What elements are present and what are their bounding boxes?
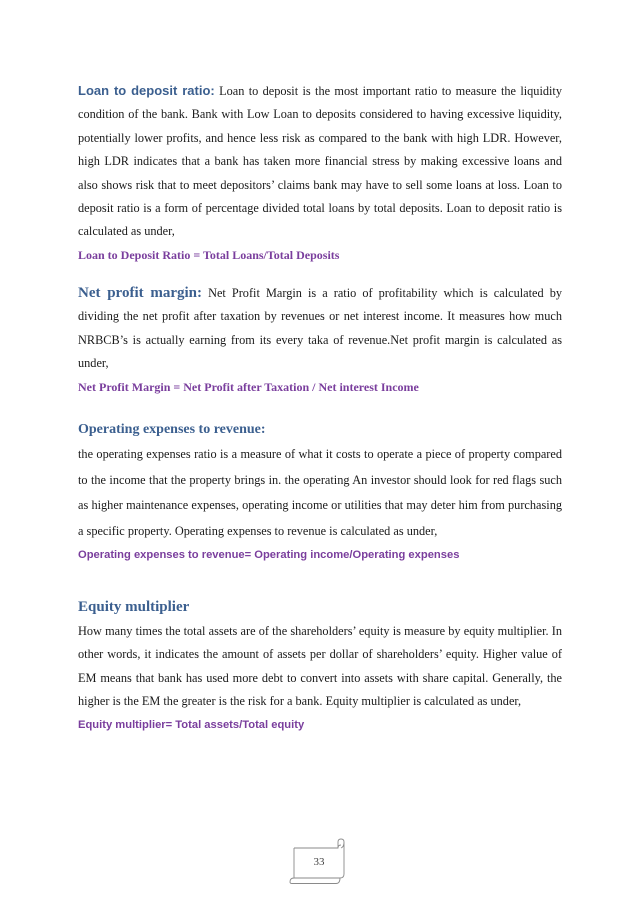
text-operating-expenses: the operating expenses ratio is a measure of what it costs to operate a piece of property compared to the income that the property brings in. the operating An investor should look for red flags such as higher maintenance expenses, operating income or utilities that may deter him from purchasing a specific property. Operating expenses to revenue is calculated as under,: [78, 447, 562, 538]
heading-operating-expenses: Operating expenses to revenue:: [78, 422, 266, 437]
section-operating-expenses: [78, 420, 562, 567]
section-loan-to-deposit: [78, 79, 562, 267]
section-equity-multiplier: [78, 597, 562, 737]
text-equity-multiplier: How many times the total assets are of the shareholders’ equity is measure by equity multiplier. In other words, it indicates the amount of assets per dollar of shareholders’ equity. Higher value of EM means that bank has used more debt to convert into assets with share capital. Generally, the higher is the EM the greater is the risk for a bank. Equity multiplier is calculated as under,: [78, 624, 562, 709]
heading-net-profit-margin: Net profit margin:: [78, 285, 202, 301]
paragraph-net-profit-margin: [78, 282, 562, 376]
page-number: 33: [313, 856, 325, 868]
text-net-profit-margin: Net Profit Margin is a ratio of profitability which is calculated by dividing the net profit after taxation by revenues or net interest income. It measures how much NRBCB’s is actually earning from its every taka of revenue.Net profit margin is calculated as under,: [78, 286, 563, 371]
text-loan-to-deposit: Loan to deposit is the most important ratio to measure the liquidity condition of the bank. Bank with Low Loan to deposits considered to having excessive liquidity, potentially lower profits, and hence less risk as compared to the bank with high LDR. However, high LDR indicates that a bank has taken more financial stress by making excessive loans and also shows risk that to meet depositors’ claims bank may have to sell some loans at loss. Loan to deposit ratio is a form of percentage divided total loans by total deposits. Loan to deposit ratio is calculated as under,: [78, 84, 563, 239]
paragraph-loan-to-deposit: [78, 79, 562, 244]
page-number-scroll: [286, 838, 352, 884]
section-net-profit-margin: [78, 282, 562, 399]
formula-net-profit-margin: Net Profit Margin = Net Profit after Taxation / Net interest Income: [78, 379, 419, 394]
formula-equity-multiplier: Equity multiplier= Total assets/Total equity: [78, 718, 305, 731]
formula-operating-expenses: Operating expenses to revenue= Operating income/Operating expenses: [78, 549, 460, 561]
heading-loan-to-deposit: Loan to deposit ratio:: [78, 83, 215, 98]
formula-loan-to-deposit: Loan to Deposit Ratio = Total Loans/Total Deposits: [78, 247, 340, 262]
heading-equity-multiplier: Equity multiplier: [78, 599, 190, 615]
